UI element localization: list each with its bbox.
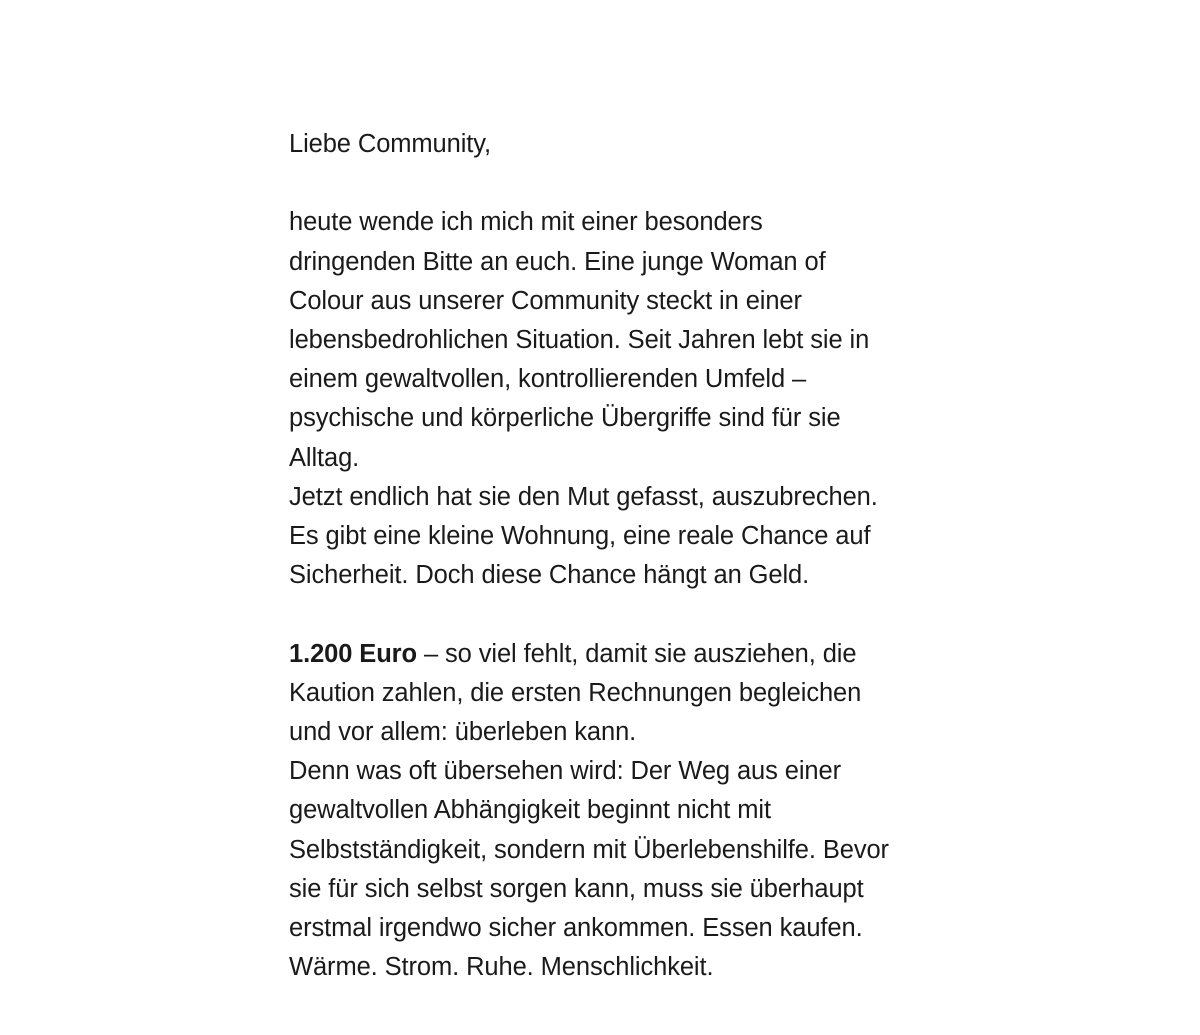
text-line: psychische und körperliche Übergriffe sind für sie <box>289 404 841 433</box>
text-line: lebensbedrohlichen Situation. Seit Jahren lebt sie in <box>289 326 870 354</box>
text-line: gewaltvollen Abhängigkeit beginnt nicht mit <box>289 796 771 825</box>
paragraph-spacer <box>289 595 929 634</box>
paragraph-situation <box>289 203 929 595</box>
text-line: Kaution zahlen, die ersten Rechnungen begleichen <box>289 678 862 707</box>
text-line: erstmal irgendwo sicher ankommen. Essen kaufen. <box>289 914 863 943</box>
text-line: Wärme. Strom. Ruhe. Menschlichkeit. <box>289 953 714 982</box>
paragraph-amount <box>289 635 929 988</box>
text-line: Denn was oft übersehen wird: Der Weg aus einer <box>289 757 841 786</box>
text-line: Alltag. <box>289 443 360 472</box>
text-line: Es gibt eine kleine Wohnung, eine reale Chance auf <box>289 522 871 551</box>
letter-body <box>289 125 929 987</box>
letter-greeting: Liebe Community, <box>289 130 492 158</box>
text-line: Selbstständigkeit, sondern mit Überlebenshilfe. Bevor <box>289 835 889 864</box>
text-line: Sicherheit. Doch diese Chance hängt an Geld. <box>289 561 810 590</box>
amount-highlight: 1.200 Euro <box>289 639 417 668</box>
paragraph-spacer <box>289 164 929 203</box>
text-line: dringenden Bitte an euch. Eine junge Woman of <box>289 247 826 276</box>
amount-line <box>289 635 929 674</box>
text-line: Jetzt endlich hat sie den Mut gefasst, auszubrechen. <box>289 482 878 511</box>
text-line: heute wende ich mich mit einer besonders <box>289 208 763 237</box>
amount-line-rest: – so viel fehlt, damit sie ausziehen, die <box>416 639 857 668</box>
text-line: Colour aus unserer Community steckt in einer <box>289 286 802 315</box>
text-line: und vor allem: überleben kann. <box>289 718 637 747</box>
text-line: einem gewaltvollen, kontrollierenden Umfeld – <box>289 365 807 394</box>
text-line: sie für sich selbst sorgen kann, muss sie überhaupt <box>289 874 864 903</box>
